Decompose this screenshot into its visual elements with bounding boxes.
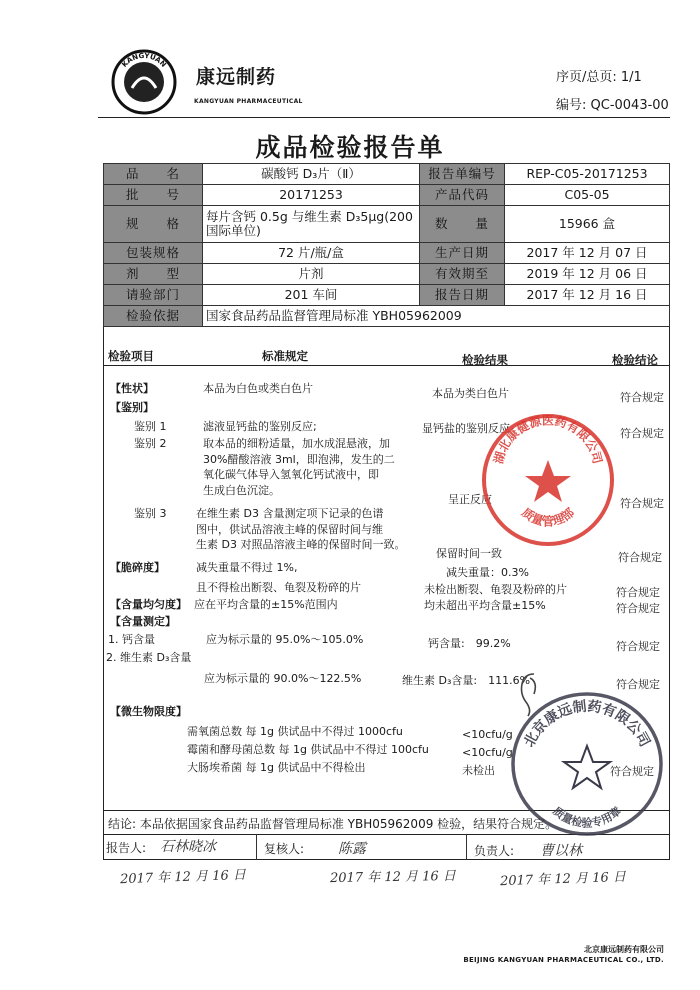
page-number: 序页/总页: 1/1 — [556, 70, 642, 85]
table-row — [104, 164, 670, 185]
id3-label: 鉴别 3 — [134, 507, 167, 520]
uniformity-standard: 应在平均含量的±15%范围内 — [194, 598, 338, 611]
id1-conclusion: 符合规定 — [620, 427, 664, 440]
micro2-standard: 霉菌和酵母菌总数 每 1g 供试品中不得过 100cfu — [187, 743, 429, 756]
assay-ca-label: 1. 钙含量 — [108, 633, 155, 646]
assay-label: 【含量测定】 — [110, 615, 176, 628]
id2-standard — [203, 436, 428, 498]
col-header-item: 检验项目 — [108, 349, 154, 363]
mfg-date-label: 生产日期 — [420, 243, 505, 264]
id3-standard-line: 在维生素 D3 含量测定项下记录的色谱 — [196, 507, 384, 520]
id2-standard-line: 生成白色沉淀。 — [203, 483, 280, 497]
expiry-value: 2019 年 12 月 06 日 — [505, 264, 670, 285]
product-code-value: C05-05 — [505, 185, 670, 206]
id2-standard-line: 取本品的细粉适量，加水成混悬液，加 — [203, 437, 390, 450]
assay-d3-standard: 应为标示量的 90.0%～122.5% — [204, 672, 362, 685]
owner-label: 负责人: — [474, 844, 515, 858]
assay-d3-result: 维生素 D₃含量: 111.6% — [402, 674, 531, 687]
table-row — [104, 243, 670, 264]
owner-signature: 曹以林 — [540, 843, 582, 859]
spec-line-2: 国际单位) — [206, 223, 261, 238]
table-row — [104, 306, 670, 327]
character-standard: 本品为白色或类白色片 — [203, 382, 313, 395]
id2-standard-line: 30%醋酸溶液 3ml，即泡沸，发生的二 — [203, 452, 395, 466]
svg-text:质量检验专用章 — [550, 804, 623, 830]
table-row — [104, 285, 670, 306]
col-header-divider — [103, 365, 670, 366]
dark-seal-bottom-text: 质量检验专用章 — [550, 804, 624, 830]
dept-label: 请验部门 — [104, 285, 203, 306]
mfg-date-value: 2017 年 12 月 07 日 — [505, 243, 670, 264]
character-result: 本品为类白色片 — [432, 387, 509, 400]
report-date-value: 2017 年 12 月 16 日 — [505, 285, 670, 306]
uniformity-result: 均未超出平均含量±15% — [424, 599, 546, 612]
basis-value: 国家食品药品监督管理局标准 YBH05962009 — [203, 306, 670, 327]
svg-text:质量管理部 — [519, 504, 577, 528]
id2-standard-line: 氧化碳气体导入氢氧化钙试液中，即 — [203, 468, 379, 481]
col-header-standard: 标准规定 — [262, 349, 308, 363]
assay-ca-conclusion: 符合规定 — [616, 640, 660, 653]
dosage-form-value: 片剂 — [203, 264, 420, 285]
dept-value: 201 车间 — [203, 285, 420, 306]
friability-conclusion: 符合规定 — [616, 586, 660, 599]
micro1-result: <10cfu/g — [462, 728, 513, 741]
product-name-value: 碳酸钙 D₃片（Ⅱ） — [203, 164, 420, 185]
micro3-standard: 大肠埃希菌 每 1g 供试品中不得检出 — [187, 761, 366, 774]
table-row — [104, 185, 670, 206]
col-header-conclusion: 检验结论 — [612, 353, 658, 367]
spec-value — [203, 206, 420, 243]
id2-conclusion: 符合规定 — [620, 497, 664, 510]
red-seal-bottom-text: 质量管理部 — [519, 505, 577, 529]
pack-value: 72 片/瓶/盒 — [203, 243, 420, 264]
batch-value: 20171253 — [203, 185, 420, 206]
company-name-en: KANGYUAN PHARMACEUTICAL — [194, 98, 303, 105]
micro-conclusion: 符合规定 — [610, 765, 654, 778]
table-row — [104, 206, 670, 243]
dark-seal-top-text: 北京康远制药有限公司 — [521, 698, 653, 750]
id1-standard: 滤液显钙盐的鉴别反应; — [203, 420, 317, 433]
footer-company-cn: 北京康远制药有限公司 — [584, 945, 664, 954]
id2-label: 鉴别 2 — [134, 437, 167, 450]
conclusion-text: 结论: 本品依据国家食品药品监督管理局标准 YBH05962009 检验，结果符合规定。 — [108, 817, 558, 831]
batch-label: 批 号 — [104, 185, 203, 206]
friability-standard-2: 且不得检出断裂、龟裂及粉碎的片 — [196, 581, 361, 594]
friability-label: 【脆碎度】 — [110, 561, 165, 574]
assay-d3-conclusion: 符合规定 — [616, 678, 660, 691]
expiry-label: 有效期至 — [420, 264, 505, 285]
id3-standard-line: 图中，供试品溶液主峰的保留时间与维 — [196, 522, 383, 536]
company-logo — [110, 48, 178, 116]
assay-d3-label: 2. 维生素 D₃含量 — [106, 651, 192, 664]
id1-label: 鉴别 1 — [134, 420, 167, 433]
id3-standard-line: 生素 D3 对照品溶液主峰的保留时间一致。 — [196, 538, 406, 551]
id3-conclusion: 符合规定 — [618, 551, 662, 564]
pack-label: 包装规格 — [104, 243, 203, 264]
friability-result-2: 未检出断裂、龟裂及粉碎的片 — [424, 583, 567, 596]
owner-date: 2017 年 12 月 16 日 — [499, 869, 627, 890]
uniformity-conclusion: 符合规定 — [616, 602, 660, 615]
reviewer-signature: 陈露 — [338, 841, 366, 857]
micro1-standard: 需氧菌总数 每 1g 供试品中不得过 1000cfu — [187, 725, 403, 738]
footer-company-en: BEIJING KANGYUAN PHARMACEUTICAL CO., LTD. — [463, 956, 664, 964]
reporter-date: 2017 年 12 月 16 日 — [119, 867, 247, 888]
signature-separator — [256, 834, 257, 860]
svg-text:湖北康健源医药有限公司 — [490, 413, 604, 466]
report-no-label: 报告单编号 — [420, 164, 505, 185]
uniformity-label: 【含量均匀度】 — [110, 598, 187, 611]
micro2-result: <10cfu/g — [462, 746, 513, 759]
table-row — [104, 264, 670, 285]
id3-result: 保留时间一致 — [436, 547, 502, 560]
report-no-value: REP-C05-20171253 — [505, 164, 670, 185]
basis-label: 检验依据 — [104, 306, 203, 327]
reporter-signature: 石林晓冰 — [160, 839, 216, 855]
reviewer-date: 2017 年 12 月 16 日 — [329, 868, 456, 887]
document-number: 编号: QC-0043-00 — [556, 98, 669, 113]
assay-ca-standard: 应为标示量的 95.0%～105.0% — [206, 633, 364, 646]
signature-separator — [466, 834, 467, 860]
logo-text: KANGYUAN — [120, 51, 168, 69]
product-info-table — [103, 163, 670, 327]
quantity-value: 15966 盒 — [505, 206, 670, 243]
assay-ca-result: 钙含量: 99.2% — [428, 637, 511, 650]
svg-text:北京康远制药有限公司 — [521, 698, 653, 750]
company-name-cn: 康远制药 — [196, 66, 277, 88]
character-conclusion: 符合规定 — [620, 391, 664, 404]
friability-result-1: 减失重量：0.3% — [446, 566, 529, 579]
product-code-label: 产品代码 — [420, 185, 505, 206]
micro-label: 【微生物限度】 — [110, 705, 187, 718]
reviewer-label: 复核人: — [264, 842, 305, 856]
character-label: 【性状】 — [110, 382, 154, 395]
spec-label: 规 格 — [104, 206, 203, 243]
id2-result: 呈正反应 — [448, 493, 492, 506]
spec-line-1: 每片含钙 0.5g 与维生素 D₃5μg(200 — [206, 209, 413, 224]
page-title: 成品检验报告单 — [255, 133, 445, 162]
header-divider — [98, 117, 670, 118]
dosage-form-label: 剂 型 — [104, 264, 203, 285]
product-name-label: 品 名 — [104, 164, 203, 185]
report-date-label: 报告日期 — [420, 285, 505, 306]
qc-department-seal — [480, 412, 616, 548]
friability-standard-1: 减失重量不得过 1%, — [196, 561, 298, 574]
red-seal-top-text: 湖北康健源医药有限公司 — [491, 413, 605, 466]
id3-standard — [196, 506, 431, 553]
quantity-label: 数 量 — [420, 206, 505, 243]
identification-label: 【鉴别】 — [110, 401, 154, 414]
reporter-label: 报告人: — [106, 841, 147, 855]
micro3-result: 未检出 — [462, 764, 495, 777]
col-header-result: 检验结果 — [462, 353, 508, 367]
qc-inspection-seal — [508, 690, 666, 838]
id1-result: 显钙盐的鉴别反应 — [422, 422, 510, 435]
